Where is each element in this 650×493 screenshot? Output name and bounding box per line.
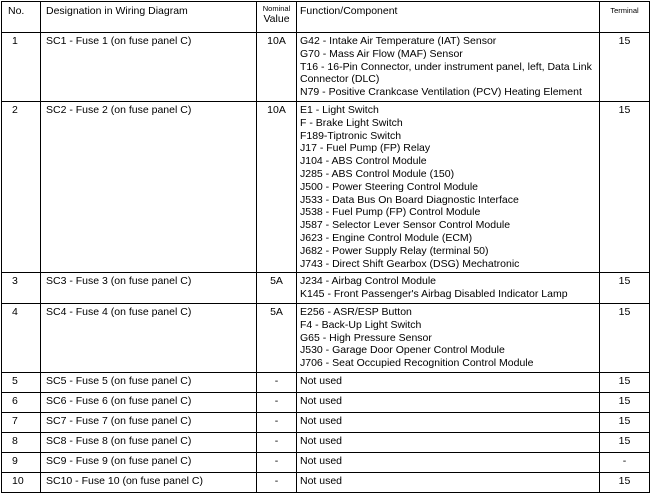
function-item: J587 - Selector Lever Sensor Control Module bbox=[300, 219, 511, 232]
function-item: Not used bbox=[300, 374, 343, 387]
row-functions bbox=[297, 452, 600, 472]
row-number: 5 bbox=[2, 372, 41, 392]
row-terminal: 15 bbox=[600, 101, 650, 272]
function-item: F4 - Back-Up Light Switch bbox=[300, 318, 422, 331]
header-nominal-value bbox=[257, 2, 297, 33]
row-number: 3 bbox=[2, 273, 41, 304]
function-item: F - Brake Light Switch bbox=[300, 116, 403, 129]
function-item: Not used bbox=[300, 394, 343, 407]
function-item: J285 - ABS Control Module (150) bbox=[300, 167, 455, 180]
function-item: G65 - High Pressure Sensor bbox=[300, 331, 432, 344]
row-nominal-value: 5A bbox=[257, 303, 297, 372]
row-nominal-value: - bbox=[257, 452, 297, 472]
header-no: No. bbox=[2, 2, 41, 33]
table-row bbox=[2, 303, 650, 372]
row-designation: SC10 - Fuse 10 (on fuse panel C) bbox=[41, 472, 257, 492]
function-item: J682 - Power Supply Relay (terminal 50) bbox=[300, 244, 489, 257]
row-functions bbox=[297, 303, 600, 372]
row-nominal-value: 5A bbox=[257, 273, 297, 304]
row-designation: SC6 - Fuse 6 (on fuse panel C) bbox=[41, 392, 257, 412]
row-nominal-value: - bbox=[257, 432, 297, 452]
row-nominal-value: 10A bbox=[257, 101, 297, 272]
row-terminal: - bbox=[600, 452, 650, 472]
row-functions bbox=[297, 472, 600, 492]
table-body bbox=[2, 33, 650, 493]
row-terminal: 15 bbox=[600, 273, 650, 304]
function-item: J234 - Airbag Control Module bbox=[300, 275, 436, 288]
function-item: J104 - ABS Control Module bbox=[300, 155, 427, 168]
function-item: E1 - Light Switch bbox=[300, 103, 379, 116]
header-value-top: Nominal bbox=[262, 4, 291, 13]
row-terminal: 15 bbox=[600, 412, 650, 432]
function-item: Not used bbox=[300, 414, 343, 427]
row-terminal: 15 bbox=[600, 472, 650, 492]
table-row bbox=[2, 412, 650, 432]
table-row bbox=[2, 33, 650, 102]
row-nominal-value: - bbox=[257, 472, 297, 492]
table-row bbox=[2, 372, 650, 392]
row-number: 9 bbox=[2, 452, 41, 472]
row-number: 7 bbox=[2, 412, 41, 432]
function-item: Not used bbox=[300, 454, 343, 467]
row-terminal: 15 bbox=[600, 303, 650, 372]
row-terminal: 15 bbox=[600, 392, 650, 412]
fuse-table bbox=[1, 1, 650, 493]
row-functions bbox=[297, 33, 600, 102]
row-functions bbox=[297, 101, 600, 272]
row-functions bbox=[297, 372, 600, 392]
table-row bbox=[2, 472, 650, 492]
function-item: G42 - Intake Air Temperature (IAT) Sensor bbox=[300, 35, 497, 47]
table-row bbox=[2, 392, 650, 412]
header-value-bottom: Value bbox=[263, 13, 290, 25]
function-item: J17 - Fuel Pump (FP) Relay bbox=[300, 142, 431, 155]
table-row bbox=[2, 452, 650, 472]
function-item: F189-Tiptronic Switch bbox=[300, 129, 402, 142]
function-item: E256 - ASR/ESP Button bbox=[300, 305, 412, 318]
row-designation: SC2 - Fuse 2 (on fuse panel C) bbox=[41, 101, 257, 272]
function-item: J623 - Engine Control Module (ECM) bbox=[300, 231, 473, 244]
row-nominal-value: 10A bbox=[257, 33, 297, 102]
row-functions bbox=[297, 412, 600, 432]
function-item: J538 - Fuel Pump (FP) Control Module bbox=[300, 206, 481, 219]
table-row bbox=[2, 432, 650, 452]
function-item: Not used bbox=[300, 434, 343, 447]
function-item: G70 - Mass Air Flow (MAF) Sensor bbox=[300, 47, 463, 60]
row-number: 8 bbox=[2, 432, 41, 452]
row-designation: SC3 - Fuse 3 (on fuse panel C) bbox=[41, 273, 257, 304]
row-terminal: 15 bbox=[600, 33, 650, 102]
function-item: J500 - Power Steering Control Module bbox=[300, 180, 479, 193]
header-designation: Designation in Wiring Diagram bbox=[41, 2, 257, 33]
row-functions bbox=[297, 273, 600, 304]
row-terminal: 15 bbox=[600, 432, 650, 452]
row-nominal-value: - bbox=[257, 372, 297, 392]
row-terminal: 15 bbox=[600, 372, 650, 392]
function-item: J743 - Direct Shift Gearbox (DSG) Mechatronic bbox=[300, 257, 520, 270]
row-designation: SC9 - Fuse 9 (on fuse panel C) bbox=[41, 452, 257, 472]
function-item: N79 - Positive Crankcase Ventilation (PCV) Heating Element bbox=[300, 86, 582, 99]
row-number: 2 bbox=[2, 101, 41, 272]
table-row bbox=[2, 101, 650, 272]
row-number: 4 bbox=[2, 303, 41, 372]
function-item: J533 - Data Bus On Board Diagnostic Interface bbox=[300, 193, 519, 206]
header-terminal: Terminal bbox=[600, 2, 650, 33]
row-designation: SC4 - Fuse 4 (on fuse panel C) bbox=[41, 303, 257, 372]
row-nominal-value: - bbox=[257, 412, 297, 432]
function-item: J530 - Garage Door Opener Control Module bbox=[300, 344, 505, 357]
function-item: T16 - 16-Pin Connector, under instrument panel, left, Data Link Connector (DLC) bbox=[300, 60, 592, 86]
function-item: Not used bbox=[300, 474, 343, 487]
row-designation: SC5 - Fuse 5 (on fuse panel C) bbox=[41, 372, 257, 392]
row-nominal-value: - bbox=[257, 392, 297, 412]
header-row bbox=[2, 2, 650, 33]
row-functions bbox=[297, 432, 600, 452]
function-item: K145 - Front Passenger's Airbag Disabled Indicator Lamp bbox=[300, 288, 568, 301]
row-designation: SC7 - Fuse 7 (on fuse panel C) bbox=[41, 412, 257, 432]
row-designation: SC1 - Fuse 1 (on fuse panel C) bbox=[41, 33, 257, 102]
header-function: Function/Component bbox=[297, 2, 600, 33]
row-designation: SC8 - Fuse 8 (on fuse panel C) bbox=[41, 432, 257, 452]
row-number: 1 bbox=[2, 33, 41, 102]
row-number: 6 bbox=[2, 392, 41, 412]
function-item: J706 - Seat Occupied Recognition Control Module bbox=[300, 357, 534, 370]
table-row bbox=[2, 273, 650, 304]
row-number: 10 bbox=[2, 472, 41, 492]
row-functions bbox=[297, 392, 600, 412]
